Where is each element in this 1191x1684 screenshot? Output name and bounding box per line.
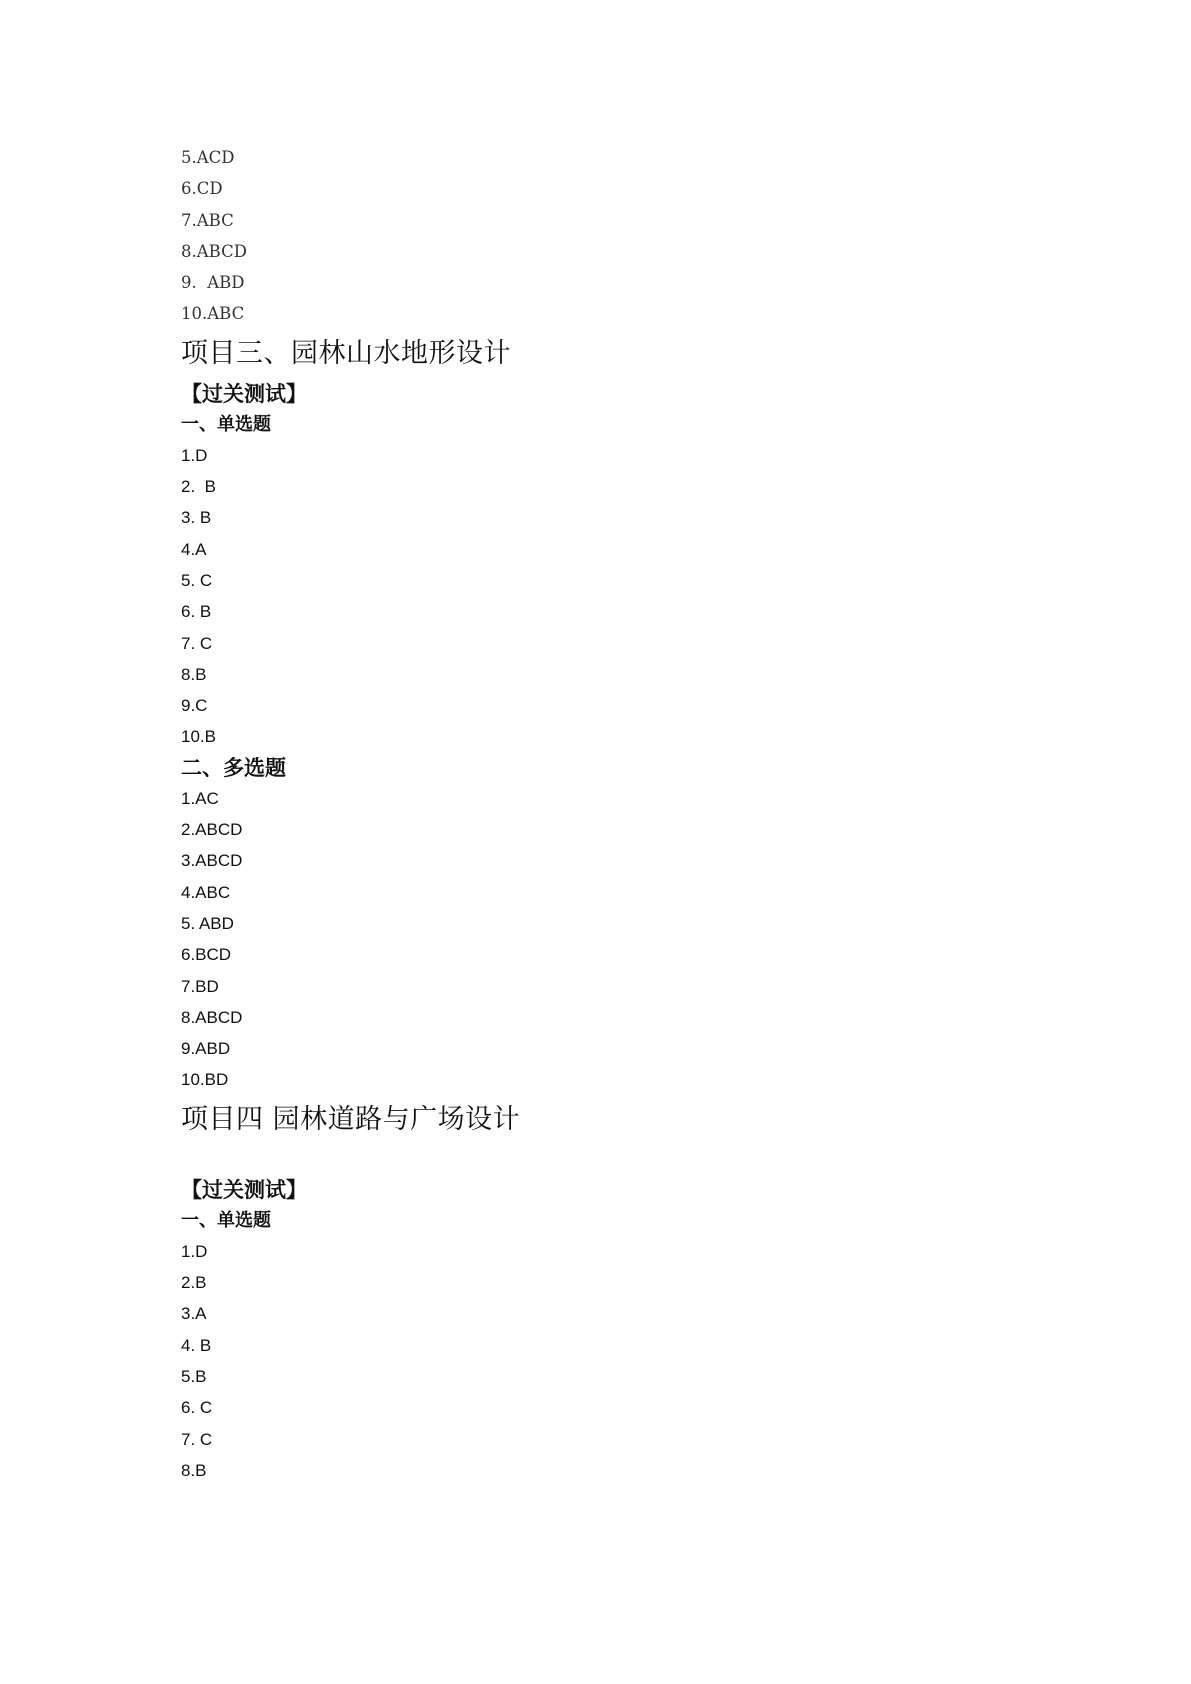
answer-item: 3. B — [181, 508, 212, 528]
answer-item: 8.B — [181, 1460, 207, 1480]
answer-item: 9. ABD — [181, 273, 245, 293]
answer-item: 5. ABD — [181, 913, 234, 933]
answer-item: 7.ABC — [181, 210, 234, 230]
answer-item: 8.ABCD — [181, 1007, 243, 1027]
answer-item: 4.A — [181, 539, 207, 559]
answer-item: 7. C — [181, 633, 213, 653]
answer-item: 10.BD — [181, 1070, 229, 1090]
project4-title: 项目四 园林道路与广场设计 — [181, 1103, 521, 1135]
answer-item: 8.ABCD — [181, 241, 247, 261]
answer-item: 2.B — [181, 1273, 207, 1293]
answer-item: 1.AC — [181, 788, 219, 808]
project3-single-answer-list — [181, 440, 1081, 753]
answer-item: 4.ABC — [181, 882, 231, 902]
answer-item: 6.CD — [181, 179, 223, 199]
answer-item: 6. C — [181, 1398, 213, 1418]
project4-single-heading: 一、单选题 — [181, 1209, 271, 1231]
answer-item: 5.B — [181, 1366, 207, 1386]
answer-item: 4. B — [181, 1335, 212, 1355]
answer-item: 7. C — [181, 1429, 213, 1449]
project3-multi-answer-list — [181, 783, 1081, 1096]
answer-item: 2. B — [181, 477, 216, 497]
document-page — [181, 142, 1081, 1486]
answer-item: 5.ACD — [181, 148, 235, 167]
answer-item: 8.B — [181, 664, 207, 684]
answer-item: 5. C — [181, 570, 213, 590]
project4-single-answer-list — [181, 1236, 1081, 1486]
project3-single-heading: 一、单选题 — [181, 413, 271, 435]
project3-title: 项目三、园林山水地形设计 — [181, 337, 511, 369]
project3-test-heading: 【过关测试】 — [181, 381, 307, 406]
answer-item: 3.A — [181, 1304, 207, 1324]
answer-item: 2.ABCD — [181, 820, 243, 840]
answer-item: 9.C — [181, 696, 208, 716]
answer-item: 7.BD — [181, 976, 219, 996]
answer-item: 6.BCD — [181, 945, 232, 965]
project4-test-heading: 【过关测试】 — [181, 1177, 307, 1202]
project3-multi-heading: 二、多选题 — [181, 755, 286, 780]
answer-item: 1.D — [181, 445, 208, 465]
answer-item: 3.ABCD — [181, 851, 243, 871]
answer-item: 9.ABD — [181, 1039, 231, 1059]
answer-item: 10.ABC — [181, 304, 245, 324]
answer-item: 10.B — [181, 727, 216, 747]
answer-item: 6. B — [181, 602, 212, 622]
top-answer-list — [181, 142, 1081, 330]
answer-item: 1.D — [181, 1241, 208, 1261]
